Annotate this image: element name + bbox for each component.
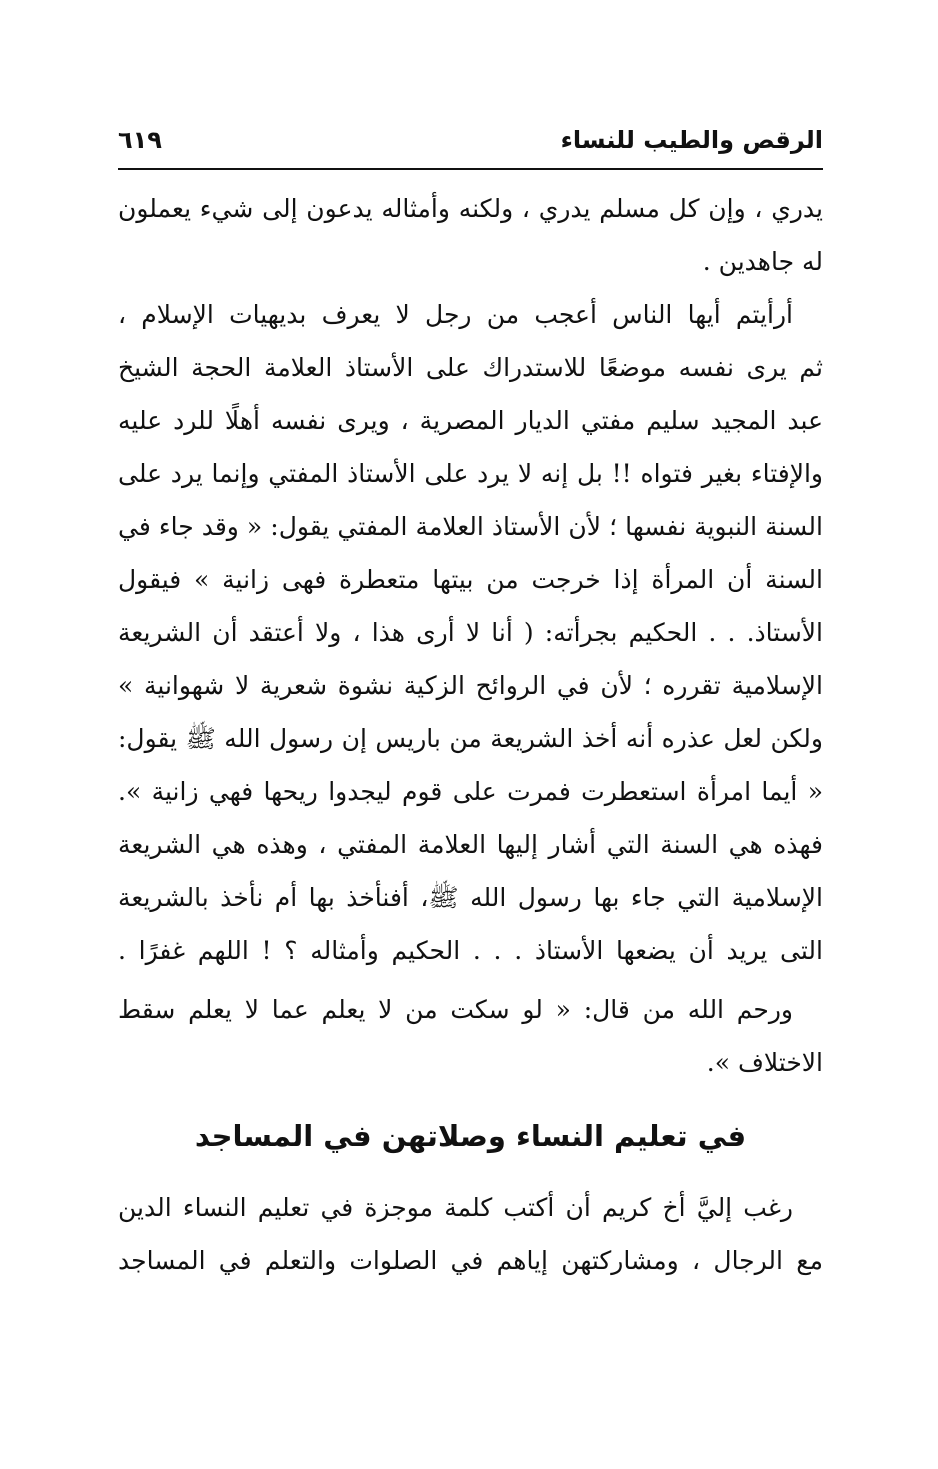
- paragraph-2: [118, 288, 823, 977]
- text-line: التى يريد أن يضعها الأستاذ . . . الحكيم وأمثاله ؟ ! اللهم غفرًا .: [118, 936, 823, 965]
- book-page: [118, 120, 823, 1350]
- page-header: [118, 120, 823, 170]
- text-line: ثم يرى نفسه موضعًا للاستدراك على الأستاذ العلامة الحجة الشيخ: [118, 353, 823, 382]
- paragraph-1: [118, 182, 823, 288]
- text-line: الأستاذ. . . الحكيم بجرأته: ( أنا لا أرى هذا ، ولا أعتقد أن الشريعة: [118, 618, 823, 647]
- text-line: عبد المجيد سليم مفتي الديار المصرية ، ويرى نفسه أهلًا للرد عليه: [118, 406, 823, 435]
- text-line: فهذه هي السنة التي أشار إليها العلامة المفتي ، وهذه هي الشريعة: [118, 830, 823, 859]
- text-line: رغب إليَّ أخ كريم أن أكتب كلمة موجزة في تعليم النساء الدين: [118, 1193, 793, 1222]
- page-number: ٦١٩: [118, 126, 162, 154]
- text-line: يدري ، وإن كل مسلم يدري ، ولكنه وأمثاله يدعون إلى شيء يعملون: [118, 194, 823, 223]
- running-title: الرقص والطيب للنساء: [560, 126, 823, 154]
- text-line: السنة النبوية نفسها ؛ لأن الأستاذ العلامة المفتي يقول: « وقد جاء في: [118, 512, 823, 541]
- text-line: والإفتاء بغير فتواه !! بل إنه لا يرد على الأستاذ المفتي وإنما يرد على: [118, 459, 823, 488]
- text-line: الإسلامية التي جاء بها رسول الله ﷺ، أفنأخذ بها أم نأخذ بالشريعة: [118, 883, 823, 912]
- text-line: الإسلامية تقرره ؛ لأن في الروائح الزكية نشوة شعرية لا شهوانية »: [118, 671, 823, 700]
- paragraph-3: [118, 983, 823, 1089]
- paragraph-4: [118, 1181, 823, 1287]
- text-line: ورحم الله من قال: « لو سكت من لا يعلم عما لا يعلم سقط: [118, 995, 793, 1024]
- text-line: « أيما امرأة استعطرت فمرت على قوم ليجدوا ريحها فهي زانية ».: [118, 777, 823, 806]
- text-line: أرأيتم أيها الناس أعجب من رجل لا يعرف بديهيات الإسلام ،: [118, 300, 793, 329]
- text-line: الاختلاف ».: [706, 1048, 823, 1077]
- text-line: ولكن لعل عذره أنه أخذ الشريعة من باريس إن رسول الله ﷺ يقول:: [118, 724, 823, 753]
- text-line: له جاهدين .: [702, 247, 823, 276]
- section-heading: في تعليم النساء وصلاتهن في المساجد: [194, 1119, 747, 1153]
- text-line: السنة أن المرأة إذا خرجت من بيتها متعطرة فهى زانية » فيقول: [118, 565, 823, 594]
- body-text: [118, 182, 823, 1287]
- text-line: مع الرجال ، ومشاركتهن إياهم في الصلوات والتعلم في المساجد: [118, 1246, 823, 1275]
